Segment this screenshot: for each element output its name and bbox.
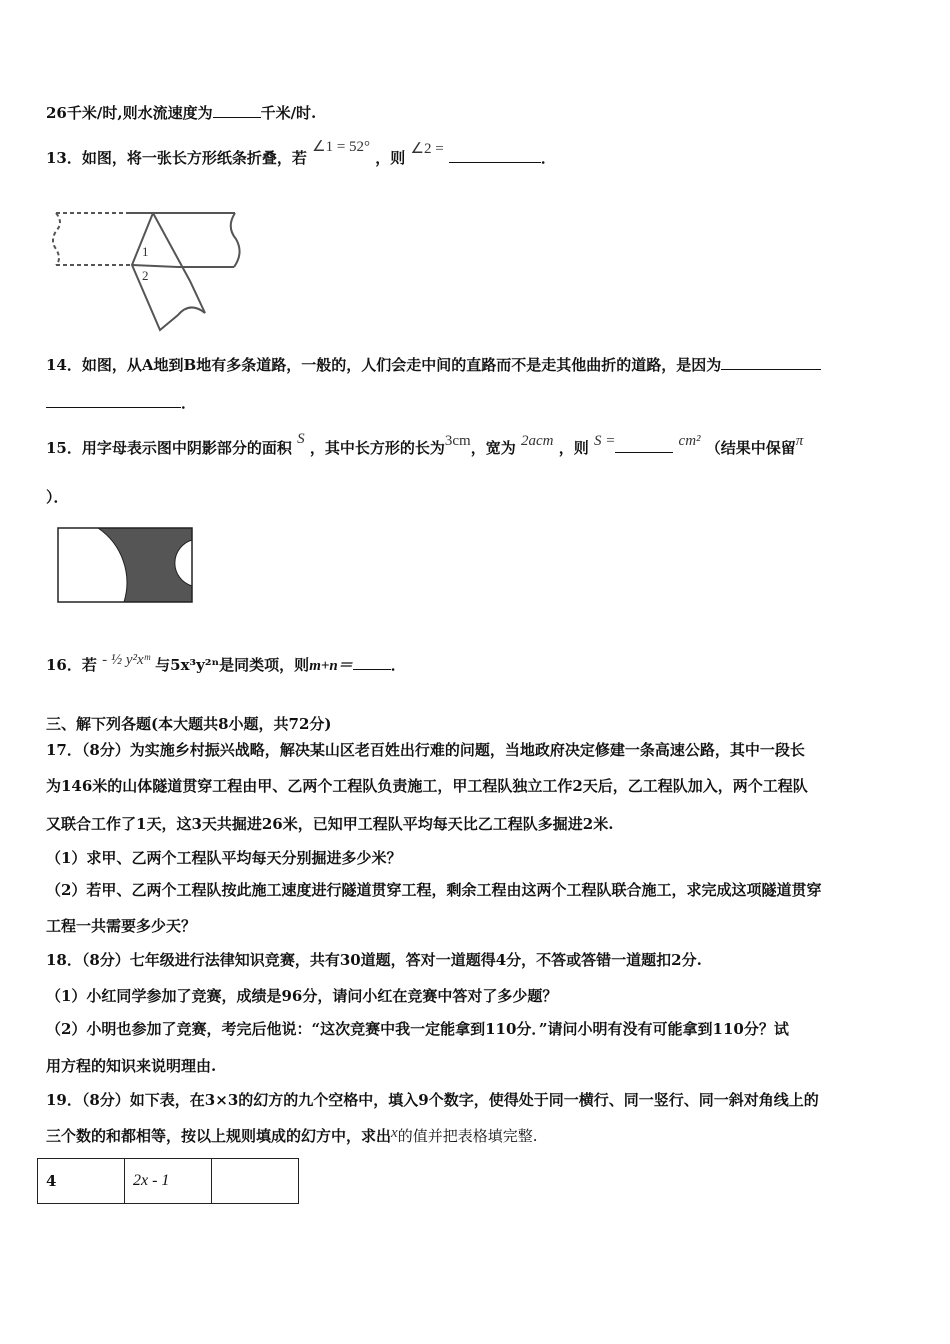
q15-line	[46, 431, 804, 459]
q19-x: x	[391, 1125, 398, 1141]
q16-expr1: - ½ y²xᵐ	[102, 652, 150, 668]
table-row	[38, 1159, 299, 1204]
q13-answer-blank	[449, 148, 541, 163]
q13-angle2: ∠2 =	[410, 141, 444, 157]
q18-line1: 18．（8分）七年级进行法律知识竞赛，共有30道题，答对一道题得4分，不答或答错一道题扣2分.	[46, 951, 702, 969]
q16-mn: m+n＝	[309, 658, 353, 674]
q12-line	[46, 103, 316, 123]
q13-angle1: ∠1 = 52°	[312, 139, 371, 155]
q14-answer-blank-2	[46, 393, 181, 408]
q16-answer-blank	[353, 655, 391, 670]
shaded-rectangle-figure	[56, 526, 196, 604]
q15-width: 2acm	[520, 433, 554, 449]
fig-angle-label-2: 2	[142, 268, 149, 283]
q12-unit: 千米/时.	[260, 104, 317, 122]
q17-line3: 又联合工作了1天，这3天共掘进26米，已知甲工程队平均每天比乙工程队多掘进2米.	[46, 815, 614, 833]
folded-strip-figure	[50, 205, 250, 335]
q15-text-c: ，宽为	[470, 439, 516, 457]
q13-text-b: ，则	[375, 149, 406, 167]
q16-line	[46, 652, 406, 676]
q15-text-e: （结果中保留	[705, 439, 796, 457]
q15-pi: π	[795, 433, 804, 449]
q17-part1: （1）求甲、乙两个工程队平均每天分别掘进多少米？	[46, 849, 402, 867]
q15-length: 3cm	[444, 433, 471, 449]
q19-text-b: 的值并把表格填完整.	[397, 1127, 538, 1145]
q15-S-eq: S =	[593, 433, 616, 449]
q12-text: 26千米/时,则水流速度为	[46, 104, 213, 122]
q15-S: S	[297, 431, 305, 447]
table-cell: 4	[38, 1159, 125, 1204]
q19-line2	[46, 1126, 537, 1147]
q17-line1: 17．（8分）为实施乡村振兴战略，解决某山区老百姓出行难的问题，当地政府决定修建一条高速公路，其中一段长	[46, 741, 805, 759]
q14-line2	[46, 393, 196, 413]
q16-end: ．	[390, 656, 406, 674]
q14-answer-blank-1	[721, 355, 821, 370]
table-cell: 2x - 1	[125, 1159, 212, 1204]
fig-angle-label-1: 1	[142, 244, 149, 259]
q17-part2b: 工程一共需要多少天？	[46, 917, 197, 935]
q13-line	[46, 139, 556, 169]
q15-text-b: ，其中长方形的长为	[309, 439, 445, 457]
q19-line1: 19．（8分）如下表，在3×3的幻方的九个空格中，填入9个数字，使得处于同一横行、同一竖行、同一斜对角线上的	[46, 1091, 819, 1109]
q15-answer-blank	[615, 438, 673, 453]
q15-unit: cm²	[678, 433, 701, 449]
q18-part2a: （2）小明也参加了竞赛，考完后他说：“这次竞赛中我一定能拿到110分．”请问小明有没有可能拿到110分？试	[46, 1020, 789, 1038]
q12-answer-blank	[213, 103, 261, 118]
q16-text-a: 16．若	[46, 656, 97, 674]
q14-end: ．	[181, 394, 197, 412]
q19-text-a: 三个数的和都相等，按以上规则填成的幻方中，求出	[46, 1127, 392, 1145]
q14-line	[46, 355, 821, 375]
q13-end: ．	[540, 149, 556, 167]
q14-text: 14．如图，从A地到B地有多条道路，一般的，人们会走中间的直路而不是走其他曲折的道路，是因为	[46, 356, 722, 374]
q13-text-a: 13．如图，将一张长方形纸条折叠，若	[46, 149, 307, 167]
q18-part1: （1）小红同学参加了竞赛，成绩是96分，请问小红在竞赛中答对了多少题？	[46, 987, 558, 1005]
q15-close: ）．	[46, 488, 69, 506]
q18-part2b: 用方程的知识来说明理由.	[46, 1057, 217, 1075]
q17-line2: 为146米的山体隧道贯穿工程由甲、乙两个工程队负责施工，甲工程队独立工作2天后，乙工程队加入，两个工程队	[46, 777, 808, 795]
q16-text-b: 与5x³y²ⁿ是同类项，则	[155, 656, 310, 674]
section3-title: 三、解下列各题(本大题共8小题，共72分)	[46, 715, 332, 733]
q15-text-d: ，则	[558, 439, 589, 457]
q15-text-a: 15．用字母表示图中阴影部分的面积	[46, 439, 292, 457]
q17-part2a: （2）若甲、乙两个工程队按此施工速度进行隧道贯穿工程，剩余工程由这两个工程队联合施工，求完成这项隧道贯穿	[46, 881, 822, 899]
magic-square-table	[37, 1158, 299, 1204]
table-cell	[212, 1159, 299, 1204]
